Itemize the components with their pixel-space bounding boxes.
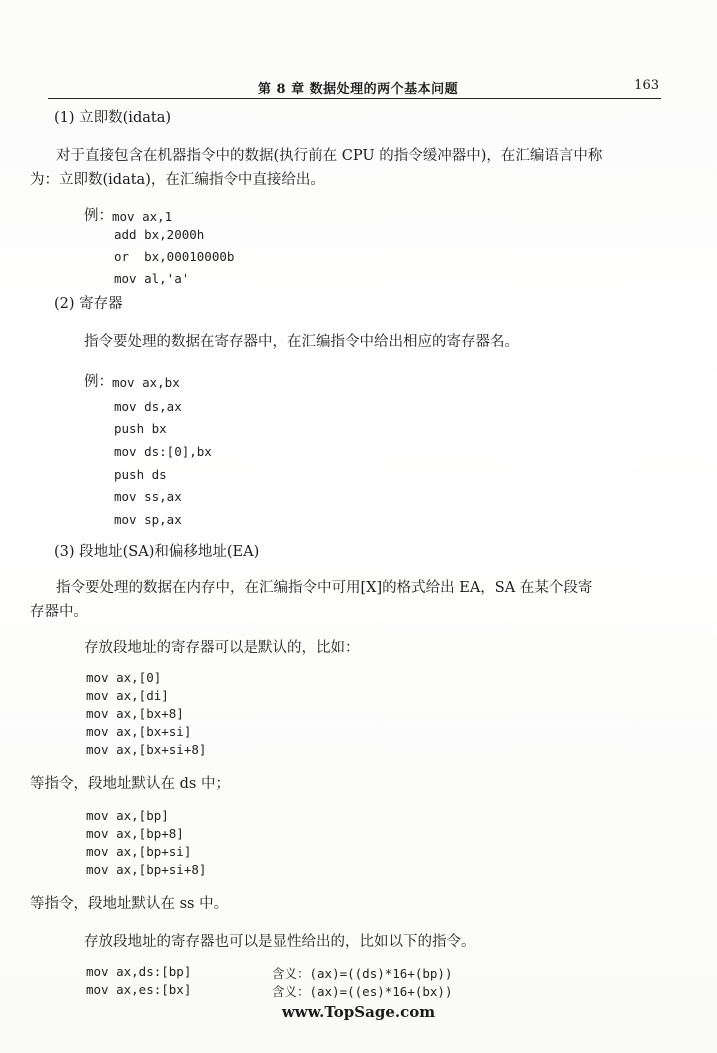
- code-line: mov ax,es:[bx]: [86, 982, 192, 997]
- code-line: mov ax,ds:[bp]: [86, 964, 192, 979]
- code-line: mov ax,[bp]: [86, 808, 169, 823]
- code-line: or bx,00010000b: [114, 249, 235, 264]
- footer-watermark: www.TopSage.com: [281, 1003, 436, 1021]
- page-number: 163: [634, 78, 659, 93]
- code-line: mov ax,[0]: [86, 670, 162, 685]
- paragraph-line: 对于直接包含在机器指令中的数据(执行前在 CPU 的指令缓冲器中)，在汇编语言中称: [56, 148, 603, 164]
- paragraph-line: 存放段地址的寄存器可以是默认的，比如：: [84, 640, 360, 656]
- code-line: mov ax,1: [112, 209, 173, 224]
- code-meaning: 含义：(ax)=((ds)*16+(bp)): [272, 966, 453, 981]
- example-label: 例：: [84, 208, 113, 224]
- code-line: mov ax,[bx+si+8]: [86, 742, 207, 757]
- code-line: mov ax,[bp+si+8]: [86, 862, 207, 877]
- paragraph-line: 存器中。: [30, 604, 88, 620]
- code-line: push bx: [114, 421, 167, 436]
- code-line: mov ax,[bp+8]: [86, 826, 184, 841]
- code-line: mov ax,[di]: [86, 688, 169, 703]
- code-line: push ds: [114, 467, 167, 482]
- code-line: mov ds:[0],bx: [114, 444, 212, 459]
- paragraph-line: 等指令，段地址默认在 ds 中；: [30, 776, 230, 792]
- paragraph-line: 等指令，段地址默认在 ss 中。: [30, 896, 229, 912]
- paragraph-line: 存放段地址的寄存器也可以是显性给出的，比如以下的指令。: [84, 934, 476, 950]
- code-line: mov al,'a': [114, 271, 190, 286]
- code-line: mov ax,[bp+si]: [86, 844, 192, 859]
- code-line: mov ax,bx: [112, 375, 180, 390]
- code-line: mov ss,ax: [114, 489, 182, 504]
- code-line: mov ds,ax: [114, 399, 182, 414]
- code-line: add bx,2000h: [114, 227, 205, 242]
- code-line: mov sp,ax: [114, 512, 182, 527]
- paragraph-line: 指令要处理的数据在内存中，在汇编指令中可用[X]的格式给出 EA，SA 在某个段寄: [56, 580, 593, 596]
- section-heading-idata: (1) 立即数(idata): [54, 110, 171, 126]
- paragraph-line: 为：立即数(idata)，在汇编指令中直接给出。: [30, 172, 325, 188]
- code-line: mov ax,[bx+si]: [86, 724, 192, 739]
- section-heading-address: (3) 段地址(SA)和偏移地址(EA): [54, 544, 260, 560]
- code-meaning: 含义：(ax)=((es)*16+(bx)): [272, 984, 453, 999]
- section-heading-register: (2) 寄存器: [54, 296, 123, 312]
- paragraph-line: 指令要处理的数据在寄存器中，在汇编指令中给出相应的寄存器名。: [84, 334, 519, 350]
- page-header: [48, 76, 661, 99]
- code-line: mov ax,[bx+8]: [86, 706, 184, 721]
- chapter-title: 第 8 章 数据处理的两个基本问题: [258, 82, 459, 97]
- example-label: 例：: [84, 374, 113, 390]
